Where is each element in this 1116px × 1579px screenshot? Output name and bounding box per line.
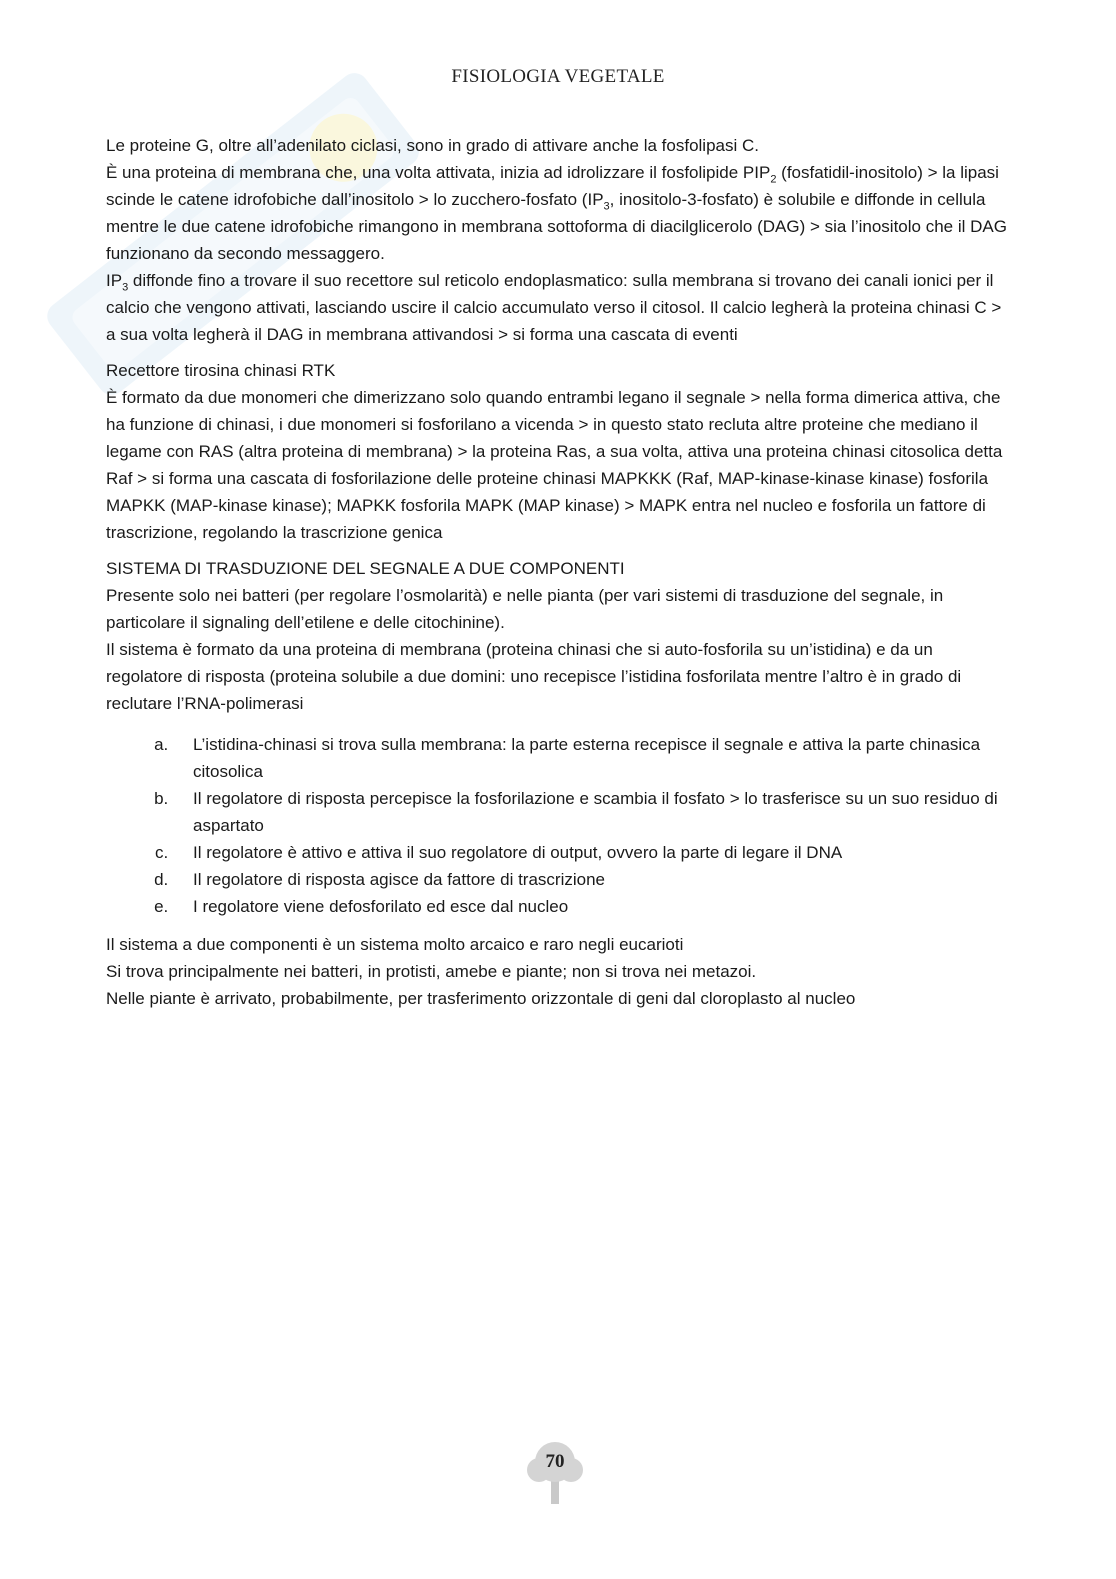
paragraph-plc: Le proteine G, oltre all’adenilato ciclasi, sono in grado di attivare anche la fosfolipasi C. <box>106 136 759 155</box>
paragraph-ip3: $IP_3$ diffonde fino a trovare il suo recettore sul reticolo endoplasmatico: sulla membrana si trovano dei canali ionici per il calcio che vengono attivati, lasciando uscire il calcio accumulato verso il citosol. Il calcio legherà la proteina chinasi C > a sua volta legherà il DAG in membrana attivandosi > si forma una cascata di eventi <box>106 271 1002 344</box>
paragraph-closing-2: Si trova principalmente nei batteri, in protisti, amebe e piante; non si trova nei metazoi. <box>106 962 757 981</box>
steps-list <box>106 731 1011 920</box>
paragraph-pip2: È una proteina di membrana che, una volta attivata, inizia ad idrolizzare il fosfolipide $PIP_2$ (fosfatidil-inositolo) > la lipasi scinde le catene idrofobiche dall’inositolo > lo zucchero-fosfato ($IP_3$, inositolo-3-fosfato) è solubile e diffonde in cellula mentre le due catene idrofobiche rimangono in membrana sottoforma di diacilglicerolo (DAG) > sia l’inositolo che il DAG funzionano da secondo messaggero. <box>106 163 1007 263</box>
section-heading-two-component: SISTEMA DI TRASDUZIONE DEL SEGNALE A DUE COMPONENTI <box>106 559 625 578</box>
list-item: a. L’istidina-chinasi si trova sulla membrana: la parte esterna recepisce il segnale e attiva la parte chinasica citosolica <box>173 731 1011 785</box>
paragraph-two-component-structure: Il sistema è formato da una proteina di membrana (proteina chinasi che si auto-fosforila su un’istidina) e da un regolatore di risposta (proteina solubile a due domini: uno recepisce l’istidina fosforilata mentre l’altro è in grado di reclutare l’RNA-polimerasi <box>106 640 962 713</box>
page-header: FISIOLOGIA VEGETALE <box>451 66 665 87</box>
paragraph-rtk: È formato da due monomeri che dimerizzano solo quando entrambi legano il segnale > nella forma dimerica attiva, che ha funzione di chinasi, i due monomeri si fosforilano a vicenda > in questo stato recluta altre proteine che mediano il legame con RAS (altra proteina di membrana) > la proteina Ras, a sua volta, attiva una proteina chinasi citosolica detta Raf > si forma una cascata di fosforilazione delle proteine chinasi MAPKKK (Raf, MAP-kinase-kinase kinase) fosforila MAPKK (MAP-kinase kinase); MAPKK fosforila MAPK (MAP kinase) > MAPK entra nel nucleo e fosforila un fattore di trascrizione, regolando la trascrizione genica <box>106 388 1003 542</box>
paragraph-closing-1: Il sistema a due componenti è un sistema molto arcaico e raro negli eucarioti <box>106 935 684 954</box>
list-item: c. Il regolatore è attivo e attiva il suo regolatore di output, ovvero la parte di legare il DNA <box>173 839 1011 866</box>
section-heading-rtk: Recettore tirosina chinasi RTK <box>106 361 336 380</box>
page-number: 70 <box>545 1451 565 1472</box>
document-body <box>106 132 1011 1012</box>
tree-icon <box>522 1440 588 1506</box>
page-footer <box>522 1440 588 1506</box>
list-item: d. Il regolatore di risposta agisce da fattore di trascrizione <box>173 866 1011 893</box>
paragraph-closing-3: Nelle piante è arrivato, probabilmente, per trasferimento orizzontale di geni dal cloroplasto al nucleo <box>106 989 856 1008</box>
paragraph-two-component-presence: Presente solo nei batteri (per regolare l’osmolarità) e nelle pianta (per vari sistemi di trasduzione del segnale, in particolare il signaling dell’etilene e delle citochinine). <box>106 586 944 632</box>
list-item: e. I regolatore viene defosforilato ed esce dal nucleo <box>173 893 1011 920</box>
list-item: b. Il regolatore di risposta percepisce la fosforilazione e scambia il fosfato > lo trasferisce su un suo residuo di aspartato <box>173 785 1011 839</box>
